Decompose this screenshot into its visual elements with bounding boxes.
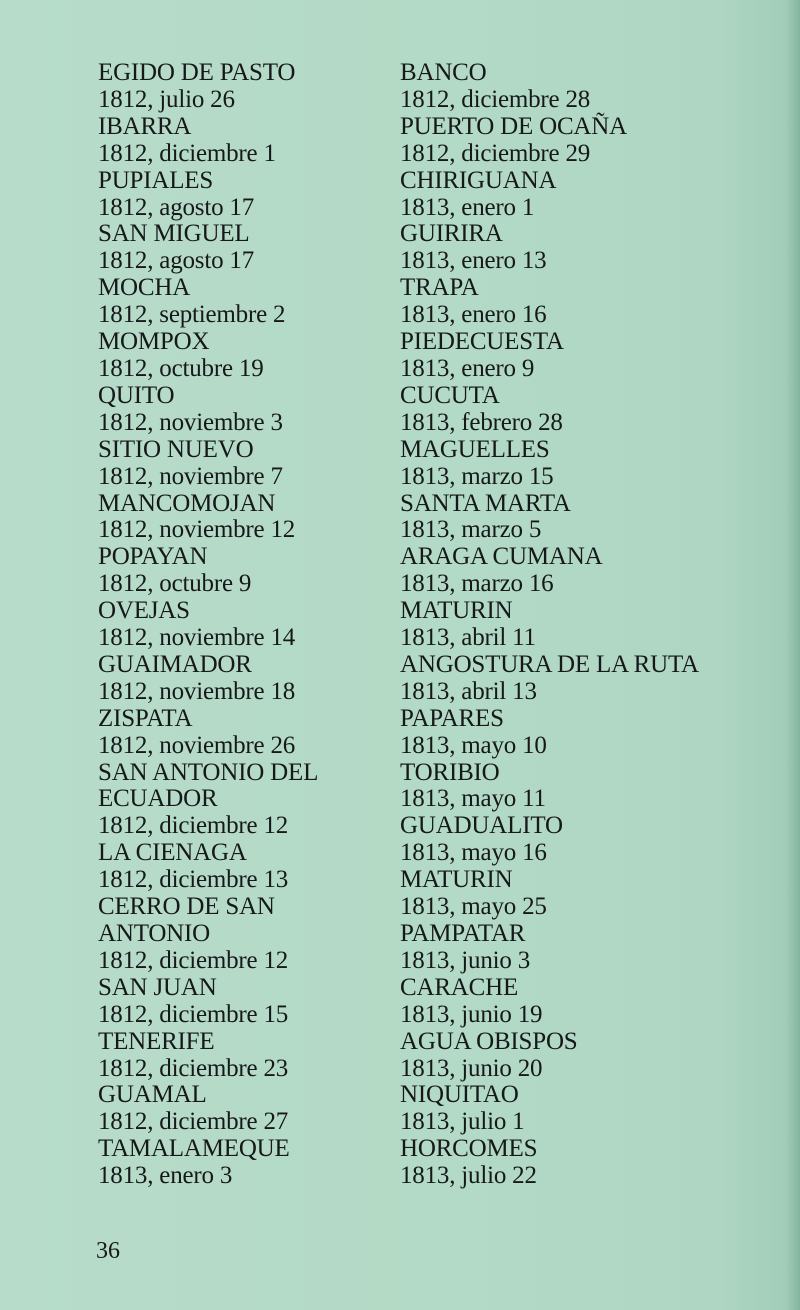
list-item: 1812, diciembre 12 bbox=[98, 946, 289, 974]
list-item: SANTA MARTA bbox=[400, 489, 571, 517]
list-item: GUAMAL bbox=[98, 1081, 207, 1109]
list-item: 1813, mayo 25 bbox=[400, 893, 547, 921]
list-item: TORIBIO bbox=[400, 758, 500, 786]
list-item: AGUA OBISPOS bbox=[400, 1027, 578, 1055]
list-item: GUADUALITO bbox=[400, 812, 563, 840]
list-item: 1813, mayo 16 bbox=[400, 839, 547, 867]
list-item: 1813, enero 1 bbox=[400, 193, 535, 221]
list-item: 1813, enero 16 bbox=[400, 301, 547, 329]
list-item: MANCOMOJAN bbox=[98, 489, 276, 517]
list-item: TENERIFE bbox=[98, 1027, 215, 1055]
list-item: MOCHA bbox=[98, 274, 191, 302]
list-item: PUERTO DE OCAÑA bbox=[400, 112, 627, 140]
page-edge-shadow bbox=[786, 0, 800, 1310]
list-item: POPAYAN bbox=[98, 543, 208, 571]
list-item: 1813, mayo 11 bbox=[400, 785, 546, 813]
list-item: NIQUITAO bbox=[400, 1081, 519, 1109]
list-item: 1813, marzo 5 bbox=[400, 516, 542, 544]
list-item: 1812, agosto 17 bbox=[98, 193, 255, 221]
list-item: MATURIN bbox=[400, 597, 513, 625]
list-item: 1812, agosto 17 bbox=[98, 247, 255, 275]
list-item: 1813, marzo 15 bbox=[400, 462, 554, 490]
right-column bbox=[400, 60, 785, 1190]
list-item: 1812, octubre 9 bbox=[98, 570, 252, 598]
list-item: 1812, diciembre 1 bbox=[98, 139, 276, 167]
list-item: SAN ANTONIO DEL bbox=[98, 758, 319, 786]
list-item: 1813, mayo 10 bbox=[400, 731, 547, 759]
list-item: TAMALAMEQUE bbox=[98, 1135, 290, 1163]
list-item: 1813, junio 19 bbox=[400, 1000, 543, 1028]
list-item: GUAIMADOR bbox=[98, 650, 252, 678]
list-item: 1813, marzo 16 bbox=[400, 570, 554, 598]
list-item: QUITO bbox=[98, 381, 175, 409]
list-item: 1812, diciembre 15 bbox=[98, 1000, 289, 1028]
left-column bbox=[98, 60, 398, 1190]
list-item: CARACHE bbox=[400, 973, 519, 1001]
list-item: 1813, febrero 28 bbox=[400, 408, 563, 436]
list-item: ZISPATA bbox=[98, 704, 193, 732]
list-item: 1813, junio 20 bbox=[400, 1054, 543, 1082]
list-item: 1812, diciembre 28 bbox=[400, 85, 591, 113]
list-item: IBARRA bbox=[98, 112, 192, 140]
list-item: 1812, diciembre 12 bbox=[98, 812, 289, 840]
list-item: 1812, octubre 19 bbox=[98, 354, 264, 382]
list-item: 1813, enero 3 bbox=[98, 1162, 233, 1190]
list-item: CUCUTA bbox=[400, 381, 500, 409]
list-item: 1813, enero 9 bbox=[400, 354, 535, 382]
list-item: HORCOMES bbox=[400, 1135, 538, 1163]
list-item: GUIRIRA bbox=[400, 220, 503, 248]
list-item: 1813, julio 22 bbox=[400, 1162, 537, 1190]
list-item: SAN MIGUEL bbox=[98, 220, 250, 248]
list-item: LA CIENAGA bbox=[98, 839, 247, 867]
list-item: PAMPATAR bbox=[400, 920, 526, 947]
list-item: 1812, julio 26 bbox=[98, 85, 235, 113]
list-item: 1812, noviembre 7 bbox=[98, 462, 283, 490]
list-item: MATURIN bbox=[400, 866, 513, 894]
list-item: 1813, enero 13 bbox=[400, 247, 547, 275]
list-item: ANTONIO bbox=[98, 920, 211, 947]
list-item: OVEJAS bbox=[98, 597, 190, 625]
list-item: 1812, septiembre 2 bbox=[98, 301, 286, 329]
list-item: PUPIALES bbox=[98, 166, 214, 194]
list-item: CHIRIGUANA bbox=[400, 166, 557, 194]
list-item: TRAPA bbox=[400, 274, 479, 302]
list-item: EGIDO DE PASTO bbox=[98, 59, 296, 86]
list-item: ARAGA CUMANA bbox=[400, 543, 603, 571]
list-item: 1812, noviembre 3 bbox=[98, 408, 283, 436]
list-item: 1812, diciembre 29 bbox=[400, 139, 591, 167]
list-item: 1812, noviembre 26 bbox=[98, 731, 296, 759]
list-item: 1812, noviembre 14 bbox=[98, 624, 296, 652]
list-item: 1813, abril 11 bbox=[400, 624, 536, 652]
page-number: 36 bbox=[96, 1238, 120, 1264]
list-item: SAN JUAN bbox=[98, 973, 217, 1001]
list-item: ANGOSTURA DE LA RUTA bbox=[400, 650, 699, 678]
list-item: MAGUELLES bbox=[400, 435, 550, 463]
list-item: 1812, diciembre 27 bbox=[98, 1108, 289, 1136]
list-item: 1812, diciembre 23 bbox=[98, 1054, 289, 1082]
list-item: 1813, abril 13 bbox=[400, 677, 537, 705]
list-item: 1812, diciembre 13 bbox=[98, 866, 289, 894]
list-item: ECUADOR bbox=[98, 785, 218, 813]
list-item: 1813, julio 1 bbox=[400, 1108, 525, 1136]
list-item: MOMPOX bbox=[98, 328, 210, 356]
list-item: 1813, junio 3 bbox=[400, 946, 531, 974]
list-item: 1812, noviembre 12 bbox=[98, 516, 296, 544]
list-item: 1812, noviembre 18 bbox=[98, 677, 296, 705]
list-item: BANCO bbox=[400, 59, 487, 86]
list-item: CERRO DE SAN bbox=[98, 893, 275, 921]
list-item: SITIO NUEVO bbox=[98, 435, 254, 463]
list-item: PIEDECUESTA bbox=[400, 328, 564, 356]
list-item: PAPARES bbox=[400, 704, 504, 732]
